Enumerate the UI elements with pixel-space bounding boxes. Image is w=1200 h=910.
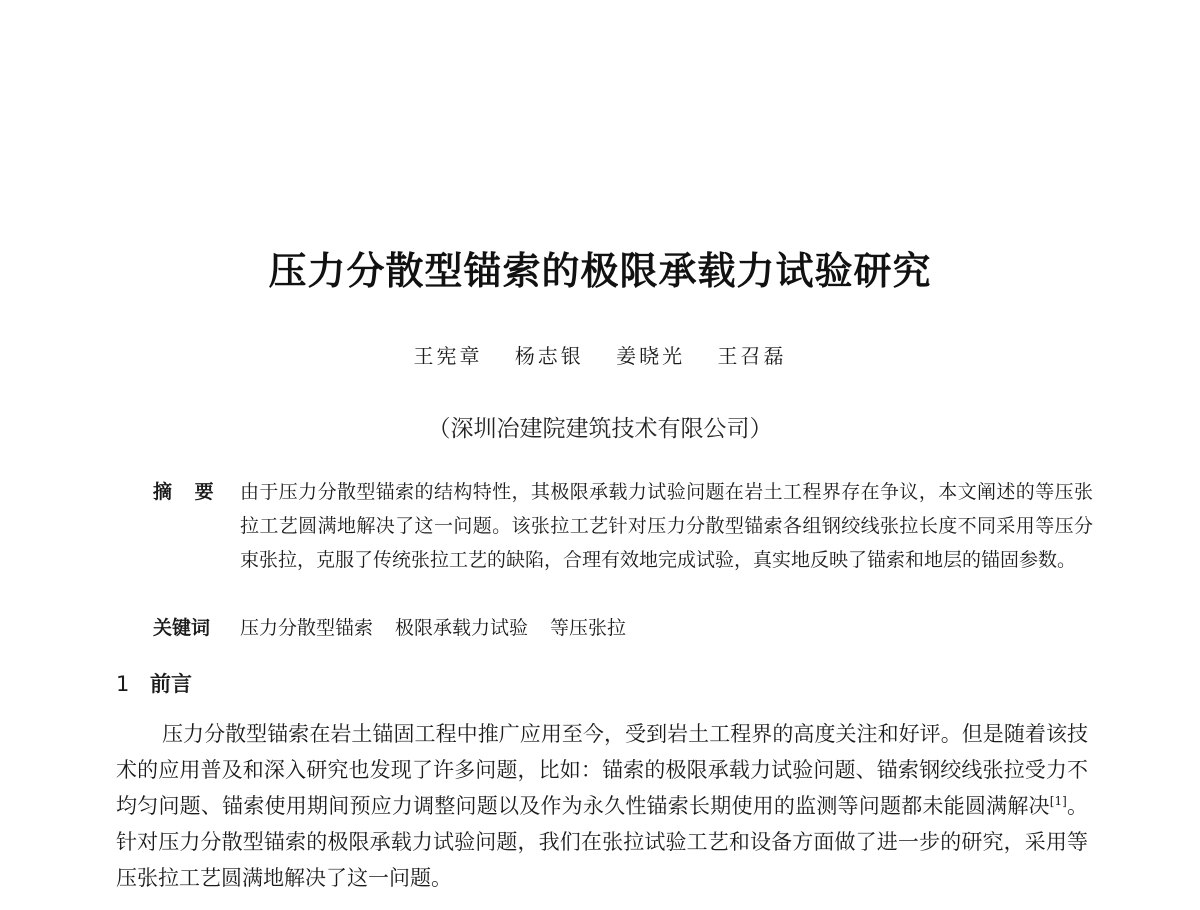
author-name: 王宪章: [413, 344, 483, 368]
section-title: 前言: [150, 672, 192, 696]
author-name: 姜晓光: [616, 344, 686, 368]
keyword-item: 等压张拉: [550, 617, 627, 639]
abstract-label: 摘 要: [153, 481, 222, 503]
affiliation: （深圳冶建院建筑技术有限公司）: [427, 416, 773, 442]
abstract-text: 由于压力分散型锚索的结构特性，其极限承载力试验问题在岩土工程界存在争议，本文阐述的等压张拉工艺圆满地解决了这一问题。该张拉工艺针对压力分散型锚索各组钢绞线张拉长度不同采用等压分束张拉，克服了传统张拉工艺的缺陷，合理有效地完成试验，真实地反映了锚索和地层的锚固参数。: [240, 481, 1093, 571]
section-heading: [116, 668, 192, 698]
keywords-label: 关键词: [153, 617, 211, 639]
body-paragraph: [116, 716, 1088, 896]
author-name: 杨志银: [514, 344, 584, 368]
section-number: 1: [116, 672, 130, 696]
body-text-part1: 压力分散型锚索在岩土锚固工程中推广应用至今，受到岩土工程界的高度关注和好评。但是随着该技术的应用普及和深入研究也发现了许多问题，比如：锚索的极限承载力试验问题、锚索钢绞线张拉受力不均匀问题、锚索使用期间预应力调整问题以及作为永久性锚索长期使用的监测等问题都未能圆满解决: [116, 722, 1088, 818]
paper-title: 压力分散型锚索的极限承载力试验研究: [268, 249, 932, 293]
keywords-block: [153, 611, 1093, 645]
citation-ref: [1]: [1049, 794, 1067, 808]
keyword-item: 压力分散型锚索: [240, 617, 374, 639]
author-name: 王召磊: [717, 344, 787, 368]
author-list: [0, 340, 1200, 369]
body-text-part2: 。针对压力分散型锚索的极限承载力试验问题，我们在张拉试验工艺和设备方面做了进一步的研究，采用等压张拉工艺圆满地解决了这一问题。: [116, 794, 1089, 890]
keyword-item: 极限承载力试验: [395, 617, 529, 639]
abstract-block: [153, 475, 1093, 577]
